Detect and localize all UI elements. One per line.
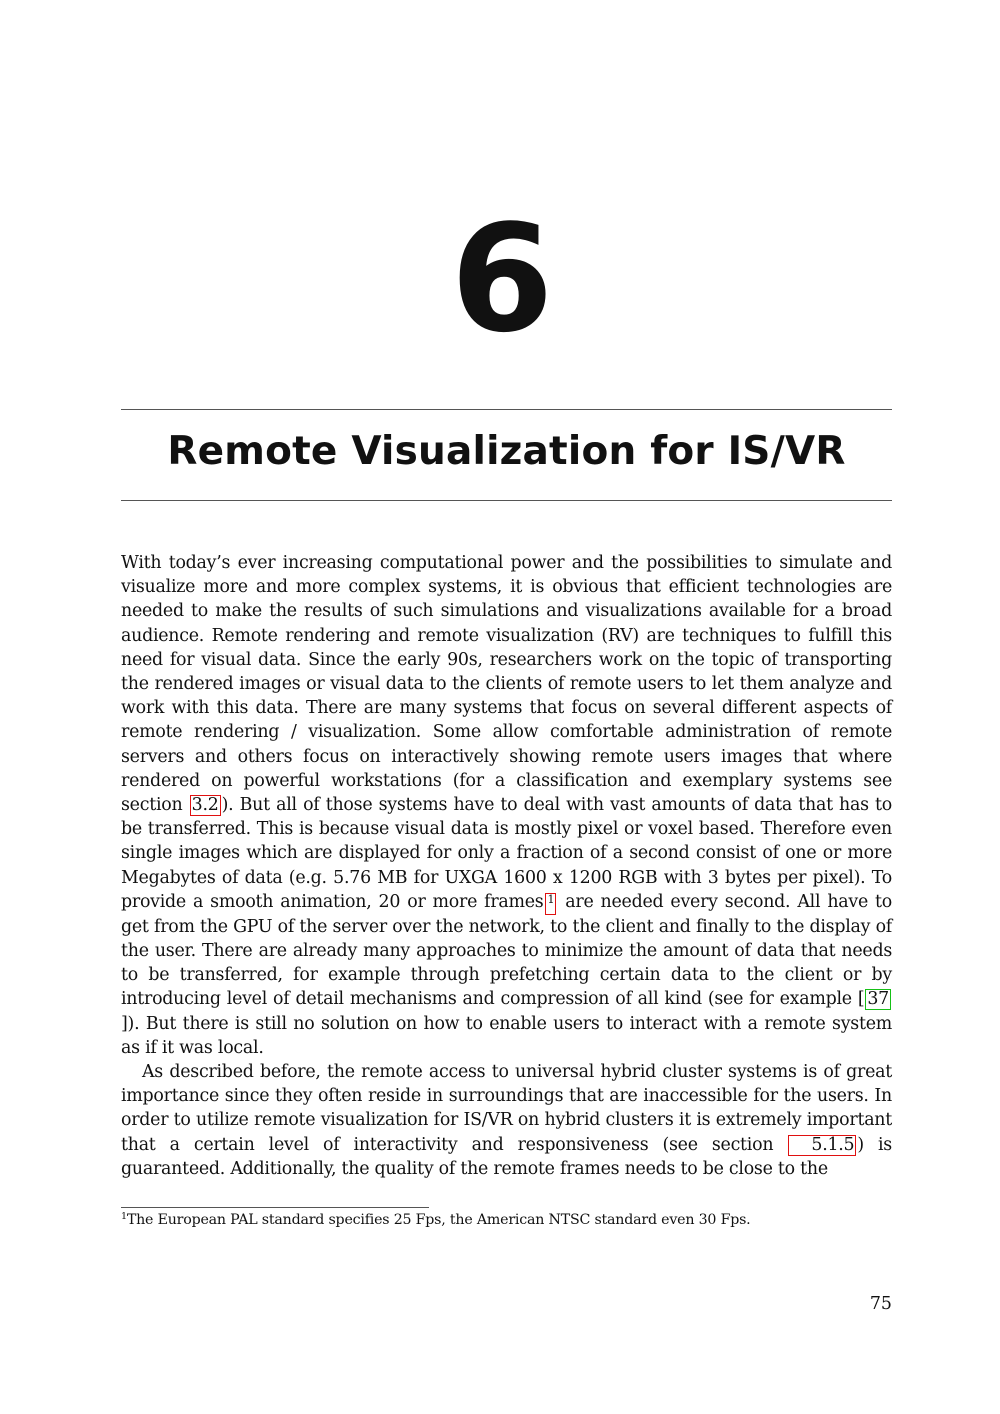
body-text <box>121 551 892 1181</box>
chapter-number: 6 <box>450 193 550 365</box>
title-bottom-rule <box>121 500 892 501</box>
citation-link[interactable]: 37 <box>867 989 889 1010</box>
paragraph-2-text-a: As described before, the remote access to universal hybrid cluster systems is of great importance since they often reside in surroundings that are inaccessible for the users. In order to utilize remote visualization for IS/VR on hybrid clusters it is extremely important that a certain level of interactivity and responsiveness (see section <box>121 1062 892 1155</box>
footnote <box>121 1209 892 1231</box>
paragraph-1-text-a: With today’s ever increasing computational power and the possibilities to simulate and visualize more and more complex systems, it is obvious that efficient technologies are needed to make the results of such simulations and visualizations available for a broad audience. Remote rendering and remote visualization (RV) are techniques to fulfill this need for visual data. Since the early 90s, researchers work on the topic of transporting the rendered images or visual data to the clients of remote users to let them analyze and work with this data. There are many systems that focus on several different aspects of remote rendering / visualization. Some allow comfortable administration of remote servers and others focus on interactively showing remote users images that where rendered on powerful workstations (for a classification and exemplary systems see section <box>121 553 892 816</box>
title-top-rule <box>121 409 892 410</box>
paragraph-2 <box>121 1060 892 1181</box>
chapter-title: Remote Visualization for IS/VR <box>167 429 846 474</box>
section-ref-link-2[interactable]: 5.1.5 <box>788 1135 856 1156</box>
paragraph-1: With today’s ever increasing computational power and the possibilities to simulate and visualize more and more complex systems, it is obvious that efficient technologies are needed to make the results of such simulations and visualizations available for a broad audience. Remote rendering and remote visualization (RV) are techniques to fulfill this need for visual data. Since the early 90s, researchers work on the topic of transporting the rendered images or visual data to the clients of remote users to let them analyze and work with this data. There are many systems that focus on several different aspects of remote rendering / visualization. Some allow comfortable administration of remote servers and others focus on interactively showing remote users images that where rendered on powerful workstations (for a classification and exemplary systems see section 3.2 ). But all of those systems have to deal with vast amounts of data that has to be transferred. This is because visual data is mostly pixel or voxel based. Therefore even single images which are displayed for only a fraction of a second consist of one or more Megabytes of data (e.g. 5.76 MB for UXGA 1600 x 1200 RGB with 3 bytes per pixel). To provide a smooth animation, 20 or more frames $^1$ are needed every second. All have to get from the GPU of the server over the network, to the client and finally to the display of the user. There are already many approaches to minimize the amount of data that needs to be transferred, for example through prefetching certain data to the client or by introducing level of detail mechanisms and compression of all kind (see for example [ 37]). But there is still no solution on how to enable users to interact with a remote system as if it was local. <box>121 553 893 1058</box>
paragraph-1-text-c: are needed every second. All have to get from the GPU of the server over the network, to the client and finally to the display of the user. There are already many approaches to minimize the amount of data that needs to be transferred, for example through prefetching certain data to the client or by introducing level of detail mechanisms and compression of all kind (see for example <box>121 891 893 1010</box>
footnote-mark: 1 <box>121 1211 127 1222</box>
footnote-rule <box>121 1207 429 1208</box>
footnote-ref-link[interactable] <box>545 893 556 915</box>
footnote-ref-mark: 1 <box>547 892 555 906</box>
paragraph-1-text-b: ). But all of those systems have to deal with vast amounts of data that has to be transferred. This is because visual data is mostly pixel or voxel based. Therefore even single images which are displayed for only a fraction of a second consist of one or more Megabytes of data (e.g. 5.76 MB for UXGA 1600 x 1200 RGB with 3 bytes per pixel). To provide a smooth animation, 20 or more frames <box>121 795 892 912</box>
section-ref-link[interactable]: 3.2 <box>191 795 219 816</box>
paragraph-2-text-b: ) is guaranteed. Additionally, the quality of the remote frames needs to be close to the <box>121 1134 892 1179</box>
footnote-text: The European PAL standard specifies 25 Fps, the American NTSC standard even 30 Fps. <box>126 1212 751 1228</box>
page-number: 75 <box>869 1294 892 1314</box>
paragraph-1-text-d: ). But there is still no solution on how to enable users to interact with a remote system as if it was local. <box>121 1013 892 1058</box>
